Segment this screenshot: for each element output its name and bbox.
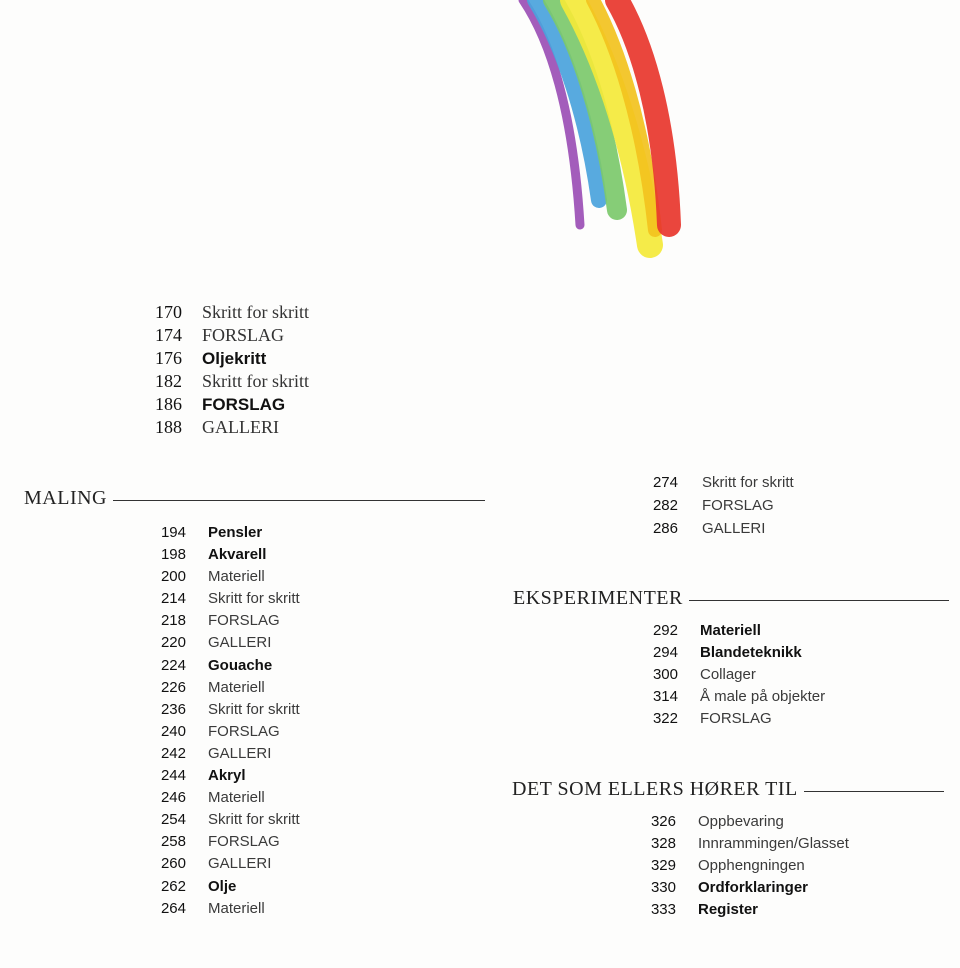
toc-entry bbox=[644, 833, 849, 855]
toc-entry-label: Oljekritt bbox=[202, 349, 267, 368]
toc-entry-label: GALLERI bbox=[208, 634, 272, 652]
toc-entry bbox=[152, 677, 300, 699]
toc-entry-label: Å male på objekter bbox=[700, 688, 826, 705]
toc-page-number: 200 bbox=[160, 568, 186, 586]
toc-entry bbox=[152, 898, 300, 920]
toc-page-number: 198 bbox=[160, 546, 186, 564]
toc-entry bbox=[152, 588, 300, 610]
toc-entry bbox=[644, 899, 849, 921]
toc-entry bbox=[148, 416, 309, 439]
toc-entry bbox=[644, 811, 849, 833]
toc-page-number: 244 bbox=[160, 767, 186, 785]
toc-entry bbox=[152, 544, 300, 566]
toc-entry-label: Ordforklaringer bbox=[698, 879, 809, 896]
toc-page-number: 188 bbox=[155, 417, 182, 437]
toc-page-number: 242 bbox=[160, 744, 186, 762]
toc-entry bbox=[152, 721, 300, 743]
section-rule bbox=[804, 791, 944, 792]
toc-entry-label: Skritt for skritt bbox=[702, 474, 794, 491]
toc-page-number: 186 bbox=[155, 394, 182, 414]
toc-list-top bbox=[148, 301, 309, 439]
section-heading-det-som-ellers bbox=[512, 778, 944, 801]
toc-page-number: 330 bbox=[650, 879, 676, 896]
toc-entry bbox=[646, 620, 825, 642]
toc-entry-label: GALLERI bbox=[208, 855, 272, 873]
section-title-det-som-ellers: DET SOM ELLERS HØRER TIL bbox=[512, 778, 798, 800]
toc-page-number: 246 bbox=[160, 789, 186, 807]
toc-entry-label: Register bbox=[698, 901, 759, 918]
toc-entry bbox=[646, 642, 825, 664]
toc-page-number: 214 bbox=[160, 590, 186, 608]
toc-entry bbox=[148, 347, 309, 370]
toc-entry-label: Oppbevaring bbox=[698, 813, 784, 830]
toc-page-number: 258 bbox=[160, 833, 186, 851]
toc-entry bbox=[644, 855, 849, 877]
toc-entry bbox=[152, 522, 300, 544]
toc-entry-label: FORSLAG bbox=[702, 497, 774, 514]
toc-page-number: 328 bbox=[650, 835, 676, 852]
toc-entry bbox=[152, 610, 300, 632]
toc-page-number: 218 bbox=[160, 612, 186, 630]
toc-page-number: 254 bbox=[160, 811, 186, 829]
toc-entry-label: GALLERI bbox=[202, 417, 279, 437]
section-rule bbox=[689, 600, 949, 601]
toc-entry-label: Materiell bbox=[208, 789, 265, 807]
toc-entry bbox=[646, 708, 825, 730]
toc-page-number: 282 bbox=[652, 497, 678, 514]
toc-entry bbox=[148, 370, 309, 393]
toc-entry bbox=[152, 699, 300, 721]
toc-entry-label: Collager bbox=[700, 666, 756, 683]
toc-entry-label: Skritt for skritt bbox=[208, 700, 300, 718]
toc-entry bbox=[152, 809, 300, 831]
toc-entry-label: GALLERI bbox=[702, 520, 766, 537]
toc-entry bbox=[644, 877, 849, 899]
toc-page-number: 294 bbox=[652, 644, 678, 661]
toc-entry-label: FORSLAG bbox=[208, 722, 280, 740]
toc-entry bbox=[152, 876, 300, 898]
toc-page-number: 182 bbox=[155, 371, 182, 391]
toc-page-number: 236 bbox=[160, 700, 186, 718]
toc-entry bbox=[648, 494, 794, 517]
toc-entry bbox=[152, 831, 300, 853]
toc-entry bbox=[152, 566, 300, 588]
toc-page-number: 274 bbox=[652, 474, 678, 491]
toc-entry bbox=[648, 517, 794, 540]
toc-entry-label: FORSLAG bbox=[202, 325, 285, 345]
toc-entry-label: Skritt for skritt bbox=[202, 302, 309, 322]
rainbow-illustration bbox=[505, 0, 695, 260]
toc-entry bbox=[152, 787, 300, 809]
toc-page-number: 194 bbox=[160, 524, 186, 541]
toc-entry bbox=[152, 765, 300, 787]
toc-list-eksperimenter bbox=[646, 620, 825, 730]
toc-entry bbox=[148, 301, 309, 324]
toc-entry bbox=[152, 655, 300, 677]
toc-entry-label: Akryl bbox=[208, 767, 246, 785]
toc-page-number: 170 bbox=[155, 302, 182, 322]
toc-entry bbox=[152, 743, 300, 765]
section-title-maling: MALING bbox=[24, 487, 107, 509]
section-heading-maling bbox=[24, 487, 485, 510]
toc-entry-label: Olje bbox=[208, 877, 237, 895]
toc-page-number: 176 bbox=[155, 348, 182, 368]
toc-page-number: 286 bbox=[652, 520, 678, 537]
toc-page-number: 226 bbox=[160, 678, 186, 696]
toc-entry-label: Akvarell bbox=[208, 546, 267, 564]
toc-page-number: 262 bbox=[160, 877, 186, 895]
toc-page-number: 224 bbox=[160, 656, 186, 674]
toc-entry-label: Pensler bbox=[208, 524, 263, 541]
toc-page-number: 322 bbox=[652, 710, 678, 727]
toc-entry bbox=[646, 686, 825, 708]
section-heading-eksperimenter bbox=[513, 587, 949, 610]
toc-entry-label: Innrammingen/Glasset bbox=[698, 835, 849, 852]
toc-page-number: 260 bbox=[160, 855, 186, 873]
toc-entry bbox=[648, 471, 794, 494]
toc-entry-label: FORSLAG bbox=[208, 833, 280, 851]
toc-entry-label: Opphengningen bbox=[698, 857, 805, 874]
toc-entry bbox=[646, 664, 825, 686]
toc-list-right-top bbox=[648, 471, 794, 540]
toc-entry-label: FORSLAG bbox=[700, 710, 772, 727]
toc-page-number: 333 bbox=[650, 901, 676, 918]
section-rule bbox=[113, 500, 485, 501]
toc-entry-label: Materiell bbox=[208, 568, 265, 586]
toc-page-number: 326 bbox=[650, 813, 676, 830]
toc-entry bbox=[148, 393, 309, 416]
toc-page-number: 264 bbox=[160, 899, 186, 917]
toc-page-number: 300 bbox=[652, 666, 678, 683]
toc-entry-label: Materiell bbox=[700, 622, 761, 639]
toc-page-number: 329 bbox=[650, 857, 676, 874]
toc-entry bbox=[152, 853, 300, 875]
toc-entry-label: Skritt for skritt bbox=[208, 811, 300, 829]
toc-entry bbox=[152, 632, 300, 654]
toc-page-number: 314 bbox=[652, 688, 678, 705]
toc-entry-label: Materiell bbox=[208, 899, 265, 917]
toc-entry bbox=[148, 324, 309, 347]
toc-entry-label: FORSLAG bbox=[202, 395, 286, 414]
toc-entry-label: Skritt for skritt bbox=[202, 371, 309, 391]
toc-entry-label: Skritt for skritt bbox=[208, 590, 300, 608]
section-title-eksperimenter: EKSPERIMENTER bbox=[513, 587, 683, 609]
toc-entry-label: Gouache bbox=[208, 656, 273, 674]
toc-page-number: 174 bbox=[155, 325, 182, 345]
toc-page-number: 240 bbox=[160, 722, 186, 740]
toc-list-maling bbox=[152, 522, 300, 920]
toc-entry-label: FORSLAG bbox=[208, 612, 280, 630]
toc-entry-label: GALLERI bbox=[208, 744, 272, 762]
toc-list-det-som-ellers bbox=[644, 811, 849, 921]
toc-entry-label: Materiell bbox=[208, 678, 265, 696]
toc-page-number: 292 bbox=[652, 622, 678, 639]
toc-page-number: 220 bbox=[160, 634, 186, 652]
toc-entry-label: Blandeteknikk bbox=[700, 644, 802, 661]
